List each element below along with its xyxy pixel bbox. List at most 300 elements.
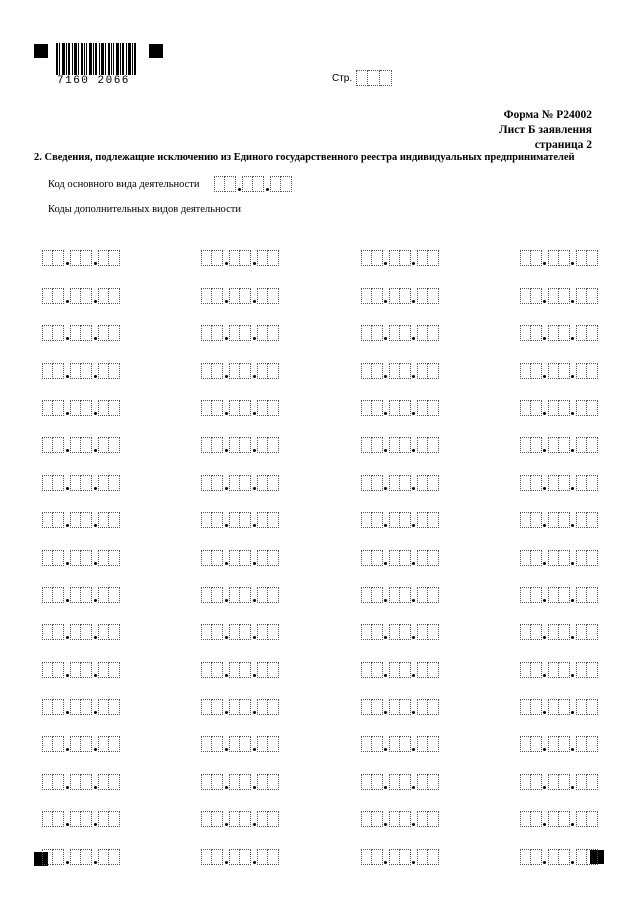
code-cell[interactable]	[389, 811, 400, 827]
code-cell[interactable]	[257, 512, 268, 528]
code-cell[interactable]	[240, 587, 251, 603]
code-cell[interactable]	[109, 512, 120, 528]
code-cell[interactable]	[53, 250, 64, 266]
code-cell[interactable]	[531, 811, 542, 827]
code-cell[interactable]	[576, 811, 587, 827]
code-cell[interactable]	[268, 624, 279, 640]
code-cell[interactable]	[81, 475, 92, 491]
code-cell[interactable]	[417, 624, 428, 640]
additional-activity-code-field[interactable]	[42, 379, 120, 416]
code-cell[interactable]	[81, 849, 92, 865]
code-cell[interactable]	[42, 699, 53, 715]
code-cell[interactable]	[587, 774, 598, 790]
code-cell[interactable]	[42, 550, 53, 566]
additional-activity-code-field[interactable]	[520, 453, 598, 490]
code-cell[interactable]	[361, 512, 372, 528]
code-cell[interactable]	[389, 475, 400, 491]
code-cell[interactable]	[587, 325, 598, 341]
code-cell[interactable]	[109, 288, 120, 304]
code-cell[interactable]	[576, 400, 587, 416]
code-cell[interactable]	[389, 437, 400, 453]
code-cell[interactable]	[109, 550, 120, 566]
additional-activity-code-field[interactable]	[520, 416, 598, 453]
additional-activity-code-field[interactable]	[42, 603, 120, 640]
code-cell[interactable]	[81, 550, 92, 566]
code-cell[interactable]	[428, 774, 439, 790]
code-cell[interactable]	[229, 363, 240, 379]
additional-activity-code-field[interactable]	[361, 379, 439, 416]
code-cell[interactable]	[587, 662, 598, 678]
additional-activity-code-field[interactable]	[520, 566, 598, 603]
code-cell[interactable]	[361, 587, 372, 603]
code-cell[interactable]	[53, 849, 64, 865]
code-cell[interactable]	[400, 736, 411, 752]
additional-activity-code-field[interactable]	[201, 640, 279, 677]
code-cell[interactable]	[268, 400, 279, 416]
additional-activity-code-field[interactable]	[361, 528, 439, 565]
code-cell[interactable]	[70, 699, 81, 715]
code-cell[interactable]	[42, 437, 53, 453]
code-cell[interactable]	[70, 475, 81, 491]
code-cell[interactable]	[372, 736, 383, 752]
code-cell[interactable]	[520, 288, 531, 304]
code-cell[interactable]	[268, 512, 279, 528]
code-cell[interactable]	[520, 363, 531, 379]
code-cell[interactable]	[257, 475, 268, 491]
code-cell[interactable]	[559, 774, 570, 790]
code-cell[interactable]	[559, 475, 570, 491]
code-cell[interactable]	[400, 400, 411, 416]
code-cell[interactable]	[587, 250, 598, 266]
code-cell[interactable]	[42, 624, 53, 640]
additional-activity-code-field[interactable]	[201, 229, 279, 266]
code-cell[interactable]	[389, 363, 400, 379]
additional-activity-code-field[interactable]	[520, 379, 598, 416]
code-cell[interactable]	[576, 363, 587, 379]
page-number-field[interactable]	[356, 70, 392, 86]
code-cell[interactable]	[240, 849, 251, 865]
code-cell[interactable]	[520, 699, 531, 715]
code-cell[interactable]	[201, 250, 212, 266]
code-cell[interactable]	[242, 176, 253, 192]
code-cell[interactable]	[268, 363, 279, 379]
code-cell[interactable]	[53, 475, 64, 491]
code-cell[interactable]	[201, 849, 212, 865]
code-cell[interactable]	[361, 363, 372, 379]
code-cell[interactable]	[98, 325, 109, 341]
code-cell[interactable]	[389, 288, 400, 304]
code-cell[interactable]	[520, 400, 531, 416]
code-cell[interactable]	[559, 250, 570, 266]
additional-activity-code-field[interactable]	[201, 790, 279, 827]
code-cell[interactable]	[253, 176, 264, 192]
page-number-cell[interactable]	[368, 70, 380, 86]
code-cell[interactable]	[212, 699, 223, 715]
code-cell[interactable]	[109, 774, 120, 790]
additional-activity-code-field[interactable]	[201, 678, 279, 715]
code-cell[interactable]	[268, 662, 279, 678]
code-cell[interactable]	[587, 512, 598, 528]
code-cell[interactable]	[257, 250, 268, 266]
code-cell[interactable]	[81, 325, 92, 341]
code-cell[interactable]	[576, 550, 587, 566]
code-cell[interactable]	[417, 587, 428, 603]
code-cell[interactable]	[576, 774, 587, 790]
code-cell[interactable]	[240, 512, 251, 528]
code-cell[interactable]	[400, 849, 411, 865]
code-cell[interactable]	[548, 699, 559, 715]
code-cell[interactable]	[417, 250, 428, 266]
additional-activity-code-field[interactable]	[520, 752, 598, 789]
code-cell[interactable]	[81, 400, 92, 416]
code-cell[interactable]	[201, 699, 212, 715]
code-cell[interactable]	[98, 587, 109, 603]
code-cell[interactable]	[389, 662, 400, 678]
code-cell[interactable]	[109, 624, 120, 640]
code-cell[interactable]	[98, 437, 109, 453]
additional-activity-code-field[interactable]	[42, 528, 120, 565]
code-cell[interactable]	[548, 437, 559, 453]
code-cell[interactable]	[70, 587, 81, 603]
code-cell[interactable]	[212, 849, 223, 865]
code-cell[interactable]	[257, 437, 268, 453]
code-cell[interactable]	[559, 550, 570, 566]
code-cell[interactable]	[212, 288, 223, 304]
code-cell[interactable]	[372, 363, 383, 379]
additional-activity-code-field[interactable]	[201, 715, 279, 752]
code-cell[interactable]	[531, 624, 542, 640]
code-cell[interactable]	[257, 400, 268, 416]
code-cell[interactable]	[98, 774, 109, 790]
additional-activity-code-field[interactable]	[361, 491, 439, 528]
code-cell[interactable]	[42, 774, 53, 790]
code-cell[interactable]	[587, 437, 598, 453]
code-cell[interactable]	[587, 288, 598, 304]
code-cell[interactable]	[268, 437, 279, 453]
code-cell[interactable]	[428, 811, 439, 827]
code-cell[interactable]	[372, 325, 383, 341]
code-cell[interactable]	[70, 325, 81, 341]
code-cell[interactable]	[361, 624, 372, 640]
code-cell[interactable]	[229, 250, 240, 266]
code-cell[interactable]	[240, 774, 251, 790]
code-cell[interactable]	[576, 325, 587, 341]
code-cell[interactable]	[42, 849, 53, 865]
additional-activity-code-field[interactable]	[42, 566, 120, 603]
additional-activity-code-field[interactable]	[361, 341, 439, 378]
code-cell[interactable]	[548, 400, 559, 416]
code-cell[interactable]	[268, 774, 279, 790]
additional-activity-code-field[interactable]	[361, 603, 439, 640]
additional-activity-code-field[interactable]	[201, 528, 279, 565]
code-cell[interactable]	[70, 437, 81, 453]
code-cell[interactable]	[229, 662, 240, 678]
code-cell[interactable]	[400, 699, 411, 715]
code-cell[interactable]	[372, 512, 383, 528]
additional-activity-code-field[interactable]	[520, 715, 598, 752]
code-cell[interactable]	[576, 699, 587, 715]
additional-activity-code-field[interactable]	[361, 416, 439, 453]
code-cell[interactable]	[417, 400, 428, 416]
additional-activity-code-field[interactable]	[361, 827, 439, 864]
code-cell[interactable]	[53, 437, 64, 453]
code-cell[interactable]	[98, 550, 109, 566]
code-cell[interactable]	[531, 288, 542, 304]
code-cell[interactable]	[361, 774, 372, 790]
code-cell[interactable]	[531, 250, 542, 266]
code-cell[interactable]	[548, 849, 559, 865]
code-cell[interactable]	[428, 662, 439, 678]
code-cell[interactable]	[42, 662, 53, 678]
code-cell[interactable]	[257, 587, 268, 603]
code-cell[interactable]	[576, 587, 587, 603]
code-cell[interactable]	[240, 363, 251, 379]
code-cell[interactable]	[428, 250, 439, 266]
code-cell[interactable]	[587, 849, 598, 865]
additional-activity-code-field[interactable]	[201, 603, 279, 640]
code-cell[interactable]	[201, 736, 212, 752]
code-cell[interactable]	[559, 849, 570, 865]
code-cell[interactable]	[212, 363, 223, 379]
code-cell[interactable]	[53, 288, 64, 304]
additional-activity-code-field[interactable]	[520, 827, 598, 864]
code-cell[interactable]	[548, 624, 559, 640]
additional-activity-code-field[interactable]	[42, 678, 120, 715]
code-cell[interactable]	[109, 250, 120, 266]
code-cell[interactable]	[81, 736, 92, 752]
additional-activity-code-field[interactable]	[520, 229, 598, 266]
code-cell[interactable]	[559, 437, 570, 453]
code-cell[interactable]	[268, 250, 279, 266]
code-cell[interactable]	[42, 512, 53, 528]
code-cell[interactable]	[428, 512, 439, 528]
code-cell[interactable]	[109, 400, 120, 416]
additional-activity-code-field[interactable]	[42, 752, 120, 789]
code-cell[interactable]	[400, 550, 411, 566]
additional-activity-code-field[interactable]	[520, 790, 598, 827]
code-cell[interactable]	[42, 363, 53, 379]
code-cell[interactable]	[548, 587, 559, 603]
code-cell[interactable]	[587, 811, 598, 827]
code-cell[interactable]	[229, 400, 240, 416]
code-cell[interactable]	[268, 550, 279, 566]
code-cell[interactable]	[268, 325, 279, 341]
code-cell[interactable]	[389, 250, 400, 266]
code-cell[interactable]	[201, 288, 212, 304]
code-cell[interactable]	[257, 624, 268, 640]
code-cell[interactable]	[42, 736, 53, 752]
code-cell[interactable]	[587, 699, 598, 715]
code-cell[interactable]	[576, 250, 587, 266]
additional-activity-code-field[interactable]	[361, 229, 439, 266]
code-cell[interactable]	[576, 736, 587, 752]
code-cell[interactable]	[201, 363, 212, 379]
code-cell[interactable]	[372, 811, 383, 827]
code-cell[interactable]	[201, 400, 212, 416]
code-cell[interactable]	[257, 363, 268, 379]
code-cell[interactable]	[428, 699, 439, 715]
code-cell[interactable]	[70, 624, 81, 640]
code-cell[interactable]	[428, 624, 439, 640]
code-cell[interactable]	[81, 811, 92, 827]
code-cell[interactable]	[81, 288, 92, 304]
code-cell[interactable]	[229, 699, 240, 715]
code-cell[interactable]	[229, 587, 240, 603]
code-cell[interactable]	[531, 662, 542, 678]
code-cell[interactable]	[201, 437, 212, 453]
code-cell[interactable]	[240, 250, 251, 266]
code-cell[interactable]	[548, 250, 559, 266]
code-cell[interactable]	[372, 849, 383, 865]
code-cell[interactable]	[559, 662, 570, 678]
additional-activity-code-field[interactable]	[361, 266, 439, 303]
code-cell[interactable]	[389, 624, 400, 640]
code-cell[interactable]	[520, 587, 531, 603]
code-cell[interactable]	[559, 624, 570, 640]
code-cell[interactable]	[576, 624, 587, 640]
code-cell[interactable]	[361, 475, 372, 491]
code-cell[interactable]	[520, 774, 531, 790]
code-cell[interactable]	[81, 624, 92, 640]
code-cell[interactable]	[70, 774, 81, 790]
code-cell[interactable]	[201, 774, 212, 790]
code-cell[interactable]	[42, 400, 53, 416]
code-cell[interactable]	[281, 176, 292, 192]
code-cell[interactable]	[212, 250, 223, 266]
additional-activity-code-field[interactable]	[520, 341, 598, 378]
additional-activity-code-field[interactable]	[361, 304, 439, 341]
code-cell[interactable]	[212, 736, 223, 752]
code-cell[interactable]	[42, 288, 53, 304]
code-cell[interactable]	[531, 437, 542, 453]
code-cell[interactable]	[428, 849, 439, 865]
additional-activity-code-field[interactable]	[201, 379, 279, 416]
code-cell[interactable]	[98, 400, 109, 416]
code-cell[interactable]	[240, 475, 251, 491]
code-cell[interactable]	[201, 325, 212, 341]
code-cell[interactable]	[81, 363, 92, 379]
code-cell[interactable]	[212, 475, 223, 491]
code-cell[interactable]	[70, 811, 81, 827]
code-cell[interactable]	[587, 736, 598, 752]
code-cell[interactable]	[42, 587, 53, 603]
code-cell[interactable]	[417, 550, 428, 566]
code-cell[interactable]	[240, 624, 251, 640]
code-cell[interactable]	[361, 699, 372, 715]
code-cell[interactable]	[389, 587, 400, 603]
code-cell[interactable]	[212, 325, 223, 341]
additional-activity-code-field[interactable]	[42, 715, 120, 752]
code-cell[interactable]	[576, 662, 587, 678]
code-cell[interactable]	[372, 400, 383, 416]
code-cell[interactable]	[81, 250, 92, 266]
code-cell[interactable]	[212, 550, 223, 566]
main-activity-code-field[interactable]	[214, 176, 292, 192]
code-cell[interactable]	[361, 250, 372, 266]
code-cell[interactable]	[70, 400, 81, 416]
code-cell[interactable]	[548, 288, 559, 304]
code-cell[interactable]	[400, 811, 411, 827]
code-cell[interactable]	[98, 662, 109, 678]
code-cell[interactable]	[70, 250, 81, 266]
code-cell[interactable]	[428, 736, 439, 752]
code-cell[interactable]	[372, 662, 383, 678]
code-cell[interactable]	[240, 550, 251, 566]
code-cell[interactable]	[201, 662, 212, 678]
additional-activity-code-field[interactable]	[520, 528, 598, 565]
code-cell[interactable]	[212, 774, 223, 790]
code-cell[interactable]	[98, 699, 109, 715]
code-cell[interactable]	[587, 400, 598, 416]
code-cell[interactable]	[361, 400, 372, 416]
code-cell[interactable]	[70, 736, 81, 752]
code-cell[interactable]	[229, 811, 240, 827]
code-cell[interactable]	[201, 811, 212, 827]
additional-activity-code-field[interactable]	[520, 304, 598, 341]
code-cell[interactable]	[548, 774, 559, 790]
code-cell[interactable]	[520, 437, 531, 453]
code-cell[interactable]	[559, 736, 570, 752]
code-cell[interactable]	[240, 699, 251, 715]
page-number-cell[interactable]	[356, 70, 368, 86]
code-cell[interactable]	[520, 550, 531, 566]
code-cell[interactable]	[372, 475, 383, 491]
code-cell[interactable]	[531, 736, 542, 752]
code-cell[interactable]	[109, 325, 120, 341]
code-cell[interactable]	[109, 736, 120, 752]
code-cell[interactable]	[548, 363, 559, 379]
code-cell[interactable]	[53, 811, 64, 827]
code-cell[interactable]	[109, 437, 120, 453]
additional-activity-code-field[interactable]	[201, 266, 279, 303]
additional-activity-code-field[interactable]	[520, 678, 598, 715]
code-cell[interactable]	[81, 774, 92, 790]
code-cell[interactable]	[212, 662, 223, 678]
additional-activity-code-field[interactable]	[201, 416, 279, 453]
code-cell[interactable]	[98, 624, 109, 640]
code-cell[interactable]	[268, 699, 279, 715]
code-cell[interactable]	[372, 774, 383, 790]
additional-activity-code-field[interactable]	[42, 341, 120, 378]
code-cell[interactable]	[389, 699, 400, 715]
additional-activity-code-field[interactable]	[201, 304, 279, 341]
code-cell[interactable]	[70, 512, 81, 528]
code-cell[interactable]	[428, 587, 439, 603]
code-cell[interactable]	[53, 662, 64, 678]
code-cell[interactable]	[81, 437, 92, 453]
code-cell[interactable]	[400, 437, 411, 453]
code-cell[interactable]	[520, 736, 531, 752]
code-cell[interactable]	[229, 624, 240, 640]
code-cell[interactable]	[417, 849, 428, 865]
code-cell[interactable]	[400, 662, 411, 678]
code-cell[interactable]	[559, 512, 570, 528]
code-cell[interactable]	[257, 811, 268, 827]
code-cell[interactable]	[428, 288, 439, 304]
code-cell[interactable]	[548, 662, 559, 678]
code-cell[interactable]	[229, 475, 240, 491]
code-cell[interactable]	[372, 288, 383, 304]
code-cell[interactable]	[109, 363, 120, 379]
code-cell[interactable]	[42, 475, 53, 491]
code-cell[interactable]	[417, 475, 428, 491]
code-cell[interactable]	[212, 587, 223, 603]
code-cell[interactable]	[372, 587, 383, 603]
code-cell[interactable]	[201, 512, 212, 528]
code-cell[interactable]	[229, 849, 240, 865]
code-cell[interactable]	[229, 774, 240, 790]
additional-activity-code-field[interactable]	[520, 491, 598, 528]
